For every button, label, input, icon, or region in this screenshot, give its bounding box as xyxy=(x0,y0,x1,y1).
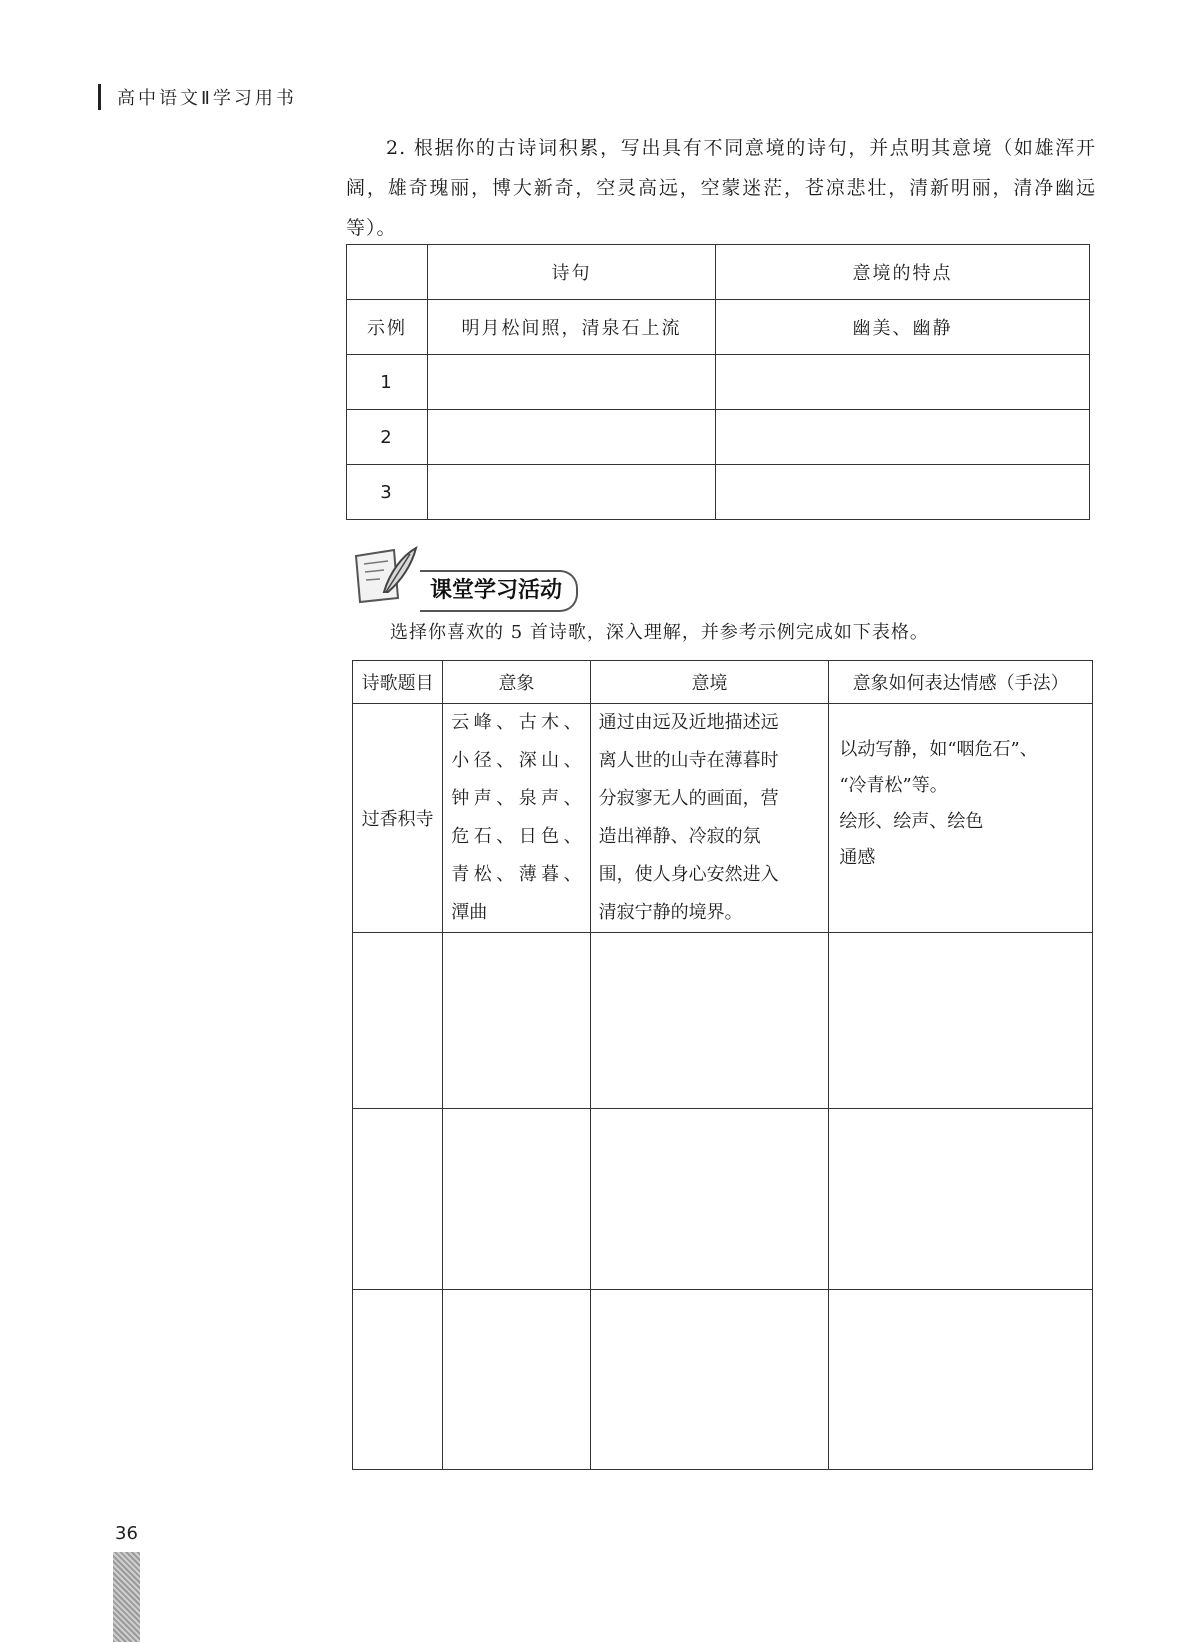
table-row xyxy=(353,933,1093,1109)
table-row xyxy=(347,355,1090,410)
imagery-line: 小径、深山、 xyxy=(451,750,582,771)
feature-cell[interactable] xyxy=(716,355,1090,410)
table-header-row xyxy=(353,661,1093,704)
header-bar xyxy=(98,84,101,110)
imagery-cell[interactable] xyxy=(443,1109,590,1290)
table-row xyxy=(347,465,1090,520)
table-row xyxy=(353,704,1093,933)
imagery-cell[interactable] xyxy=(443,933,590,1109)
conception-line: 围，使人身心安然进入 xyxy=(598,864,779,885)
artistic-conception-cell[interactable] xyxy=(590,1109,829,1290)
artistic-conception-cell[interactable] xyxy=(590,933,829,1109)
imagery-cell xyxy=(443,704,590,933)
conception-line: 清寂宁静的境界。 xyxy=(598,902,743,923)
poem-line-cell[interactable] xyxy=(428,355,716,410)
conception-line: 造出禅静、冷寂的氛 xyxy=(598,826,761,847)
technique-cell[interactable] xyxy=(829,1290,1093,1470)
page-edge-strip xyxy=(113,1552,140,1642)
poem-title-cell[interactable] xyxy=(353,1109,443,1290)
technique-line: 绘形、绘声、绘色 xyxy=(839,811,984,832)
poem-title-cell[interactable] xyxy=(353,1290,443,1470)
imagery-cell[interactable] xyxy=(443,1290,590,1470)
poem-line-cell: 明月松间照，清泉石上流 xyxy=(428,300,716,355)
section-heading xyxy=(350,542,590,606)
header-title: 高中语文Ⅱ学习用书 xyxy=(117,88,297,109)
table-header-row xyxy=(347,245,1090,300)
imagery-line: 钟声、泉声、 xyxy=(451,788,582,809)
table-header-cell: 诗歌题目 xyxy=(353,661,443,704)
row-label: 3 xyxy=(347,465,428,520)
table-header-cell: 意境的特点 xyxy=(716,245,1090,300)
artistic-conception-cell[interactable] xyxy=(590,1290,829,1470)
row-label: 示例 xyxy=(347,300,428,355)
imagery-line: 青松、薄暮、 xyxy=(451,864,582,885)
technique-block xyxy=(829,704,1092,876)
conception-line: 分寂寥无人的画面，营 xyxy=(598,788,779,809)
table-header-cell: 诗句 xyxy=(428,245,716,300)
technique-line: 通感 xyxy=(839,847,876,868)
row-label: 1 xyxy=(347,355,428,410)
conception-line: 离人世的山寺在薄暮时 xyxy=(598,750,779,771)
table-header-cell: 意象如何表达情感（手法） xyxy=(829,661,1093,704)
feature-cell[interactable] xyxy=(716,410,1090,465)
technique-line: 以动写静，如“咽危石”、 xyxy=(839,739,1038,760)
imagery-line: 云峰、古木、 xyxy=(451,712,582,733)
table-header-cell: 意境 xyxy=(590,661,829,704)
activity-instruction: 选择你喜欢的 5 首诗歌，深入理解，并参考示例完成如下表格。 xyxy=(390,622,929,643)
poetry-artistic-conception-table xyxy=(346,244,1090,520)
poem-analysis-table xyxy=(352,660,1093,1470)
table-row xyxy=(353,1290,1093,1470)
poem-line-cell[interactable] xyxy=(428,465,716,520)
conception-line: 通过由远及近地描述远 xyxy=(598,712,779,733)
feature-cell: 幽美、幽静 xyxy=(716,300,1090,355)
poem-title-cell[interactable] xyxy=(353,933,443,1109)
table-header-cell: 意象 xyxy=(443,661,590,704)
feature-cell[interactable] xyxy=(716,465,1090,520)
question-2-text: 2. 根据你的古诗词积累，写出具有不同意境的诗句，并点明其意境（如雄浑开阔，雄奇瑰丽，博大新奇，空灵高远，空蒙迷茫，苍凉悲壮，清新明丽，清净幽远等）。 xyxy=(346,137,1096,239)
technique-cell[interactable] xyxy=(829,1109,1093,1290)
table-row xyxy=(353,1109,1093,1290)
artistic-conception-cell xyxy=(590,704,829,933)
row-label: 2 xyxy=(347,410,428,465)
page-number: 36 xyxy=(115,1523,138,1544)
poem-line-cell[interactable] xyxy=(428,410,716,465)
technique-cell xyxy=(829,704,1093,933)
poem-title-cell: 过香积寺 xyxy=(353,704,443,933)
imagery-line: 潭曲 xyxy=(451,902,488,923)
feather-pen-icon xyxy=(350,542,420,606)
section-title: 课堂学习活动 xyxy=(420,570,578,612)
table-row xyxy=(347,410,1090,465)
running-header xyxy=(98,84,297,110)
table-header-cell xyxy=(347,245,428,300)
technique-line: “冷青松”等。 xyxy=(839,775,948,796)
imagery-line: 危石、日色、 xyxy=(451,826,582,847)
technique-cell[interactable] xyxy=(829,933,1093,1109)
table-row xyxy=(347,300,1090,355)
